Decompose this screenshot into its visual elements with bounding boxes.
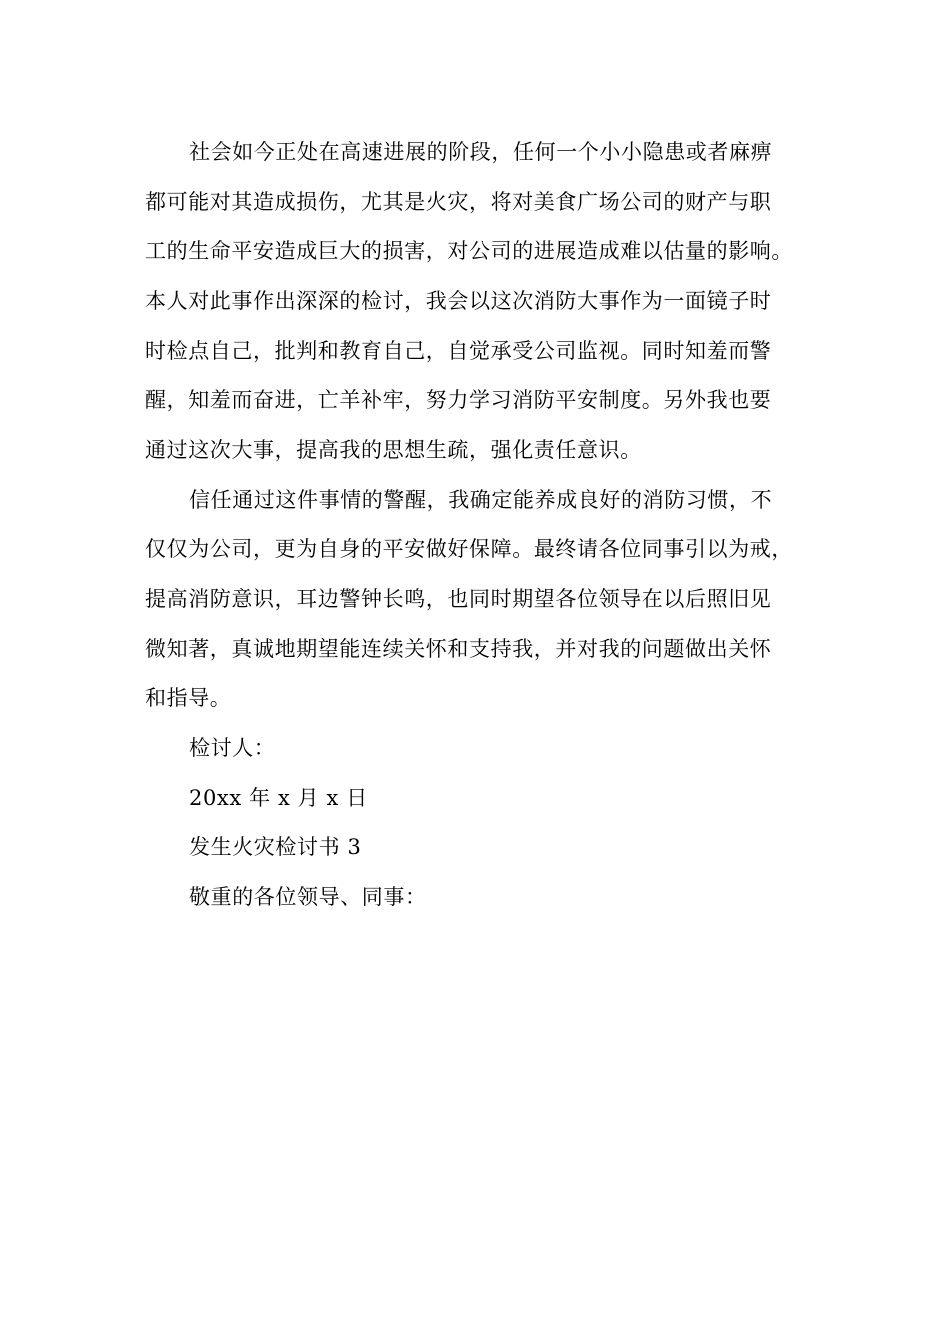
paragraph-1-line-1: 社会如今正处在高速进展的阶段，任何一个小小隐患或者麻痹: [189, 140, 773, 164]
paragraph-1-line-7: 通过这次大事，提高我的思想生疏，强化责任意识。: [145, 438, 642, 462]
paragraph-2-line-5: 和指导。: [145, 686, 232, 710]
paragraph-1-line-6: 醒，知羞而奋进，亡羊补牢，努力学习消防平安制度。另外我也要: [145, 388, 772, 412]
date-line: 20xx 年 x 月 x 日: [189, 786, 368, 810]
paragraph-1-line-5: 时检点自己，批判和教育自己，自觉承受公司监视。同时知羞而警: [145, 339, 772, 363]
salutation: 敬重的各位领导、同事：: [189, 885, 427, 909]
paragraph-2-line-1: 信任通过这件事情的警醒，我确定能养成良好的消防习惯，不: [189, 488, 773, 512]
section-title: 发生火灾检讨书 3: [189, 835, 362, 859]
paragraph-1-line-3: 工的生命平安造成巨大的损害，对公司的进展造成难以估量的影响。: [145, 239, 793, 263]
paragraph-2-line-4: 微知著，真诚地期望能连续关怀和支持我，并对我的问题做出关怀: [145, 637, 772, 661]
signature-label: 检讨人：: [189, 736, 276, 760]
paragraph-1-line-2: 都可能对其造成损伤，尤其是火灾，将对美食广场公司的财产与职: [145, 190, 772, 214]
paragraph-2-line-2: 仅仅为公司，更为自身的平安做好保障。最终请各位同事引以为戒，: [145, 537, 793, 561]
paragraph-1-line-4: 本人对此事作出深深的检讨，我会以这次消防大事作为一面镜子时: [145, 289, 772, 313]
paragraph-2-line-3: 提高消防意识，耳边警钟长鸣，也同时期望各位领导在以后照旧见: [145, 587, 772, 611]
